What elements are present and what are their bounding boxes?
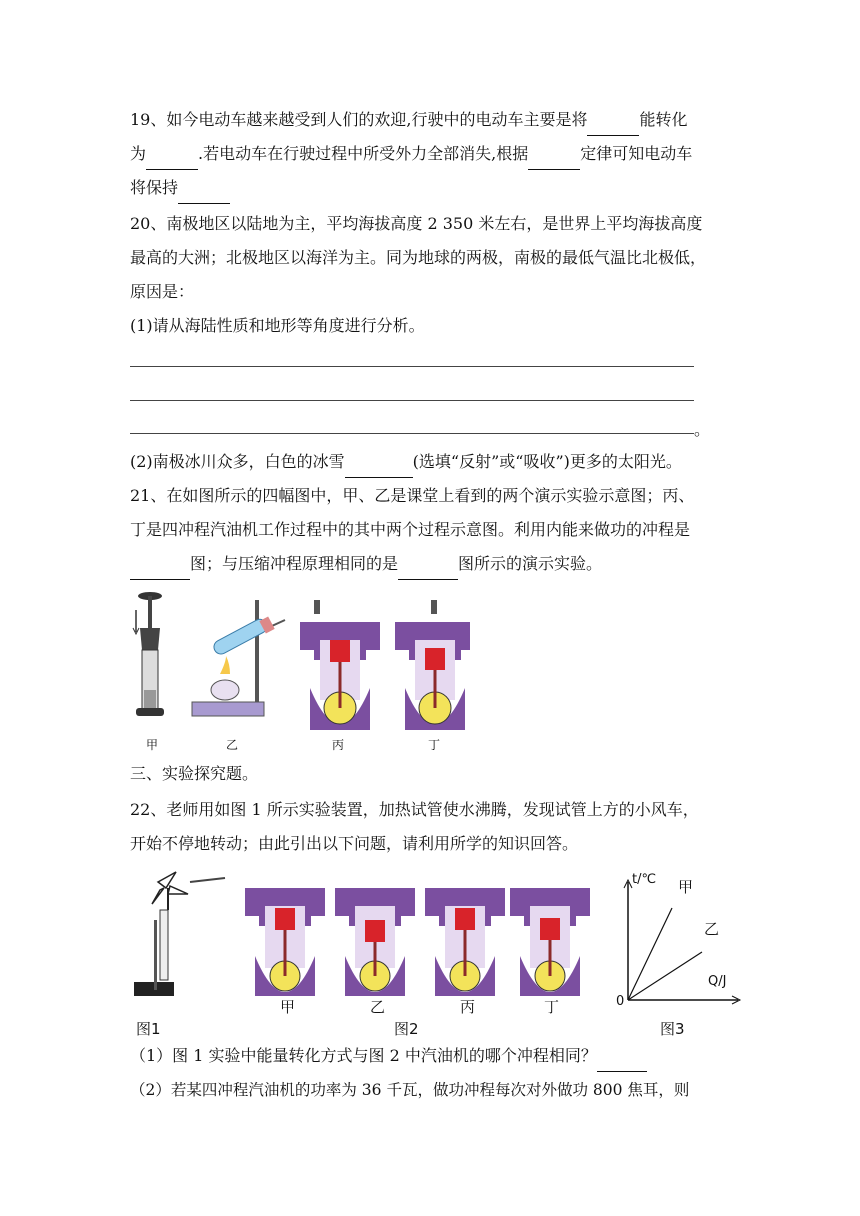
- engine-label-jia: 甲: [280, 998, 296, 1016]
- fig-label-ding: 丁: [428, 738, 441, 752]
- compression-syringe-illustration: [133, 592, 164, 716]
- q19-line2: [130, 138, 740, 170]
- q22-line1: 22、老师用如图 1 所示实验装置，加热试管使水沸腾，发现试管上方的小风车，: [130, 800, 699, 819]
- q20-line3: 原因是：: [130, 282, 195, 301]
- text: 能转化: [639, 110, 688, 129]
- answer-blank[interactable]: [528, 147, 580, 170]
- q22-sub1: [130, 1040, 740, 1072]
- answer-blank[interactable]: [345, 455, 413, 478]
- q21-line2: 丁是四冲程汽油机工作过程中的其中两个过程示意图。利用内能来做功的冲程是: [130, 520, 691, 539]
- section-3-heading: 三、实验探究题。: [130, 764, 259, 783]
- engine-fig2-yi: [335, 888, 415, 996]
- text: （1）图 1 实验中能量转化方式与图 2 中汽油机的哪个冲程相同？: [130, 1046, 597, 1065]
- fig3-label: 图3: [660, 1020, 685, 1038]
- engine-bing-illustration: [300, 600, 380, 730]
- q21-line3: [130, 548, 740, 580]
- graph-line-yi-label: 乙: [704, 920, 720, 938]
- engine-fig2-ding: [510, 888, 590, 996]
- text: 19、如今电动车越来越受到人们的欢迎,行驶中的电动车主要是将: [130, 110, 588, 129]
- engine-fig2-jia: [245, 888, 325, 996]
- answer-blank[interactable]: [178, 181, 230, 204]
- text: 图；与压缩冲程原理相同的是: [190, 554, 399, 573]
- text: .若电动车在行驶过程中所受外力全部消失,根据: [198, 144, 529, 163]
- q20-line2: 最高的大洲；北极地区以海洋为主。同为地球的两极，南极的最低气温比北极低，: [130, 248, 707, 267]
- test-tube-heating-illustration: [192, 600, 285, 716]
- answer-blank[interactable]: [587, 113, 639, 136]
- q20-line1: 20、南极地区以陆地为主，平均海拔高度 2 350 米左右，是世界上平均海拔高度: [130, 214, 703, 233]
- fig-label-jia: 甲: [146, 738, 159, 752]
- engine-fig2-bing: [425, 888, 505, 996]
- engine-label-ding: 丁: [544, 998, 560, 1016]
- engine-ding-illustration: [395, 600, 470, 730]
- text: (选填“反射”或“吸收”)更多的太阳光。: [412, 452, 682, 471]
- text: 定律可知电动车: [580, 144, 693, 163]
- text: 图所示的演示实验。: [458, 554, 603, 573]
- text: 为: [130, 144, 147, 163]
- q20-sub1: (1)请从海陆性质和地形等角度进行分析。: [130, 316, 425, 335]
- graph-line-jia-label: 甲: [678, 878, 694, 896]
- answer-blank[interactable]: [130, 557, 190, 580]
- q19-line1: [130, 104, 740, 136]
- fig1-label: 图1: [136, 1020, 161, 1038]
- q19-line3: [130, 172, 740, 204]
- q21-figure: [130, 590, 470, 750]
- text: (2)南极冰川众多，白色的冰雪: [130, 452, 345, 471]
- engine-label-yi: 乙: [370, 998, 386, 1016]
- q22-line2: 开始不停地转动；由此引出以下问题，请利用所学的知识回答。: [130, 834, 579, 853]
- graph-x-label: Q/J: [708, 974, 727, 989]
- answer-blank[interactable]: [146, 147, 198, 170]
- q22-figure-svg: [130, 860, 750, 1040]
- answer-blank[interactable]: [597, 1049, 647, 1072]
- text: 将保持: [130, 178, 179, 197]
- period: 。: [694, 420, 711, 439]
- answer-line-1[interactable]: [130, 366, 694, 367]
- pinwheel-apparatus-illustration: [134, 872, 225, 996]
- q22-figure: [130, 860, 750, 1040]
- fig2-label: 图2: [394, 1020, 419, 1038]
- fig-label-yi: 乙: [226, 738, 239, 752]
- q21-figure-svg: [130, 590, 470, 750]
- q22-sub2: （2）若某四冲程汽油机的功率为 36 千瓦，做功冲程每次对外做功 800 焦耳，则: [130, 1081, 690, 1099]
- graph-origin: 0: [616, 994, 625, 1009]
- fig-label-bing: 丙: [332, 738, 345, 752]
- answer-line-3[interactable]: [130, 433, 694, 434]
- graph-y-label: t/℃: [632, 872, 657, 887]
- q20-sub2: [130, 446, 740, 478]
- answer-line-2[interactable]: [130, 400, 694, 401]
- answer-blank[interactable]: [398, 557, 458, 580]
- q21-line1: 21、在如图所示的四幅图中，甲、乙是课堂上看到的两个演示实验示意图；丙、: [130, 486, 695, 505]
- engine-label-bing: 丙: [460, 998, 476, 1016]
